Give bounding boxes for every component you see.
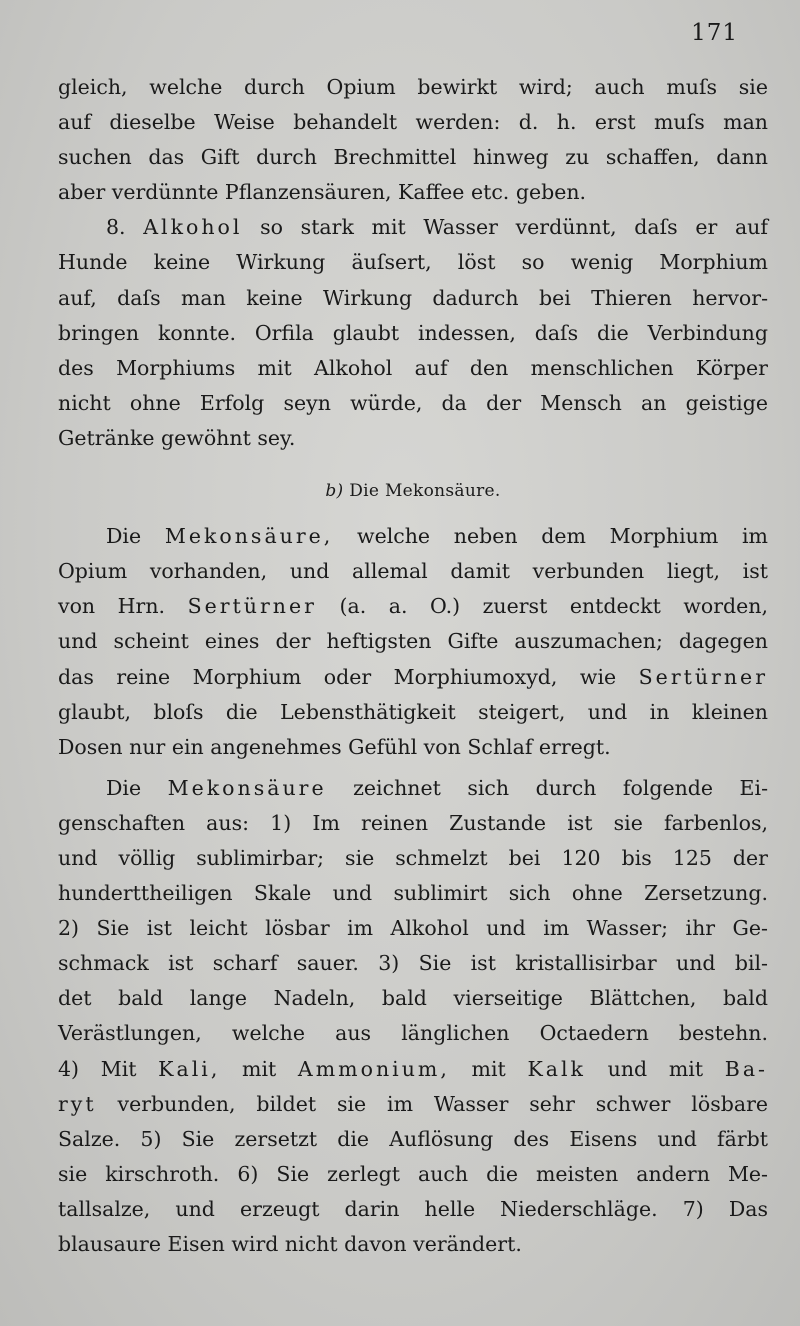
text-line: genschaften aus: 1) Im reinen Zustande ist sie farbenlos, xyxy=(58,810,768,835)
spaced-term-mekonsaeure: Mekonsäure xyxy=(167,775,327,800)
spaced-term-kalk: Kalk xyxy=(527,1056,586,1081)
text-line: tallsalze, und erzeugt darin helle Niederschläge. 7) Das xyxy=(58,1196,768,1221)
page-number: 171 xyxy=(691,20,738,46)
text-line: Salze. 5) Sie zersetzt die Auflösung des Eisens und färbt xyxy=(58,1126,768,1151)
text-line xyxy=(58,589,768,624)
text-line: nicht ohne Erfolg seyn würde, da der Mensch an geistige xyxy=(58,390,768,415)
spaced-name-sertuerner: Sertürner xyxy=(638,664,768,689)
text-line: sie kirschroth. 6) Sie zerlegt auch die meisten andern Me- xyxy=(58,1161,768,1186)
text-line xyxy=(58,1087,768,1122)
section-heading xyxy=(58,474,768,509)
text-line xyxy=(58,210,768,245)
text-fragment: welche neben dem Morphium im xyxy=(357,524,768,549)
text-fragment: (a. a. O.) zuerst entdeckt worden, xyxy=(339,594,768,619)
text-line: hunderttheiligen Skale und sublimirt sich ohne Zersetzung. xyxy=(58,881,768,906)
spaced-term-alkohol: Alkohol xyxy=(143,215,243,240)
text-fragment: mit xyxy=(242,1056,277,1081)
text-line: blausaure Eisen wird nicht davon verändert. xyxy=(58,1232,522,1256)
text-line xyxy=(58,519,768,554)
spaced-term-baryt: ryt xyxy=(58,1091,97,1116)
text-line: aber verdünnte Pflanzensäuren, Kaffee etc. geben. xyxy=(58,180,587,205)
text-line: 2) Sie ist leicht lösbar im Alkohol und im Wasser; ihr Ge- xyxy=(58,916,768,941)
text-line: auf, daſs man keine Wirkung dadurch bei Thieren hervor- xyxy=(58,285,768,310)
text-line: Verästlungen, welche aus länglichen Octaedern bestehn. xyxy=(58,1021,768,1046)
text-line: und scheint eines der heftigsten Gifte auszumachen; dagegen xyxy=(58,629,768,654)
spaced-term-baryt: Ba- xyxy=(724,1056,768,1081)
text-fragment: verbunden, bildet sie im Wasser sehr schwer lösbare xyxy=(117,1091,768,1116)
text-fragment: Die xyxy=(106,775,142,800)
text-line: und völlig sublimirbar; sie schmelzt bei 120 bis 125 der xyxy=(58,845,768,870)
section-label: b) xyxy=(325,481,344,502)
text-line: schmack ist scharf sauer. 3) Sie ist kristallisirbar und bil- xyxy=(58,951,768,976)
list-number: 8. xyxy=(106,215,126,240)
text-fragment: von Hrn. xyxy=(58,594,166,619)
text-line: auf dieselbe Weise behandelt werden: d. h. erst muſs man xyxy=(58,110,768,135)
text-line: Opium vorhanden, und allemal damit verbunden liegt, ist xyxy=(58,559,768,584)
body-text xyxy=(58,70,768,1262)
text-line xyxy=(58,1052,768,1087)
text-line: Hunde keine Wirkung äuſsert, löst so wenig Morphium xyxy=(58,250,768,275)
spaced-name-sertuerner: Sertürner xyxy=(187,594,317,619)
text-fragment: so stark mit Wasser verdünnt, daſs er auf xyxy=(260,215,768,240)
text-fragment: mit xyxy=(471,1056,506,1081)
text-fragment: das reine Morphium oder Morphiumoxyd, wie xyxy=(58,664,617,689)
text-line: des Morphiums mit Alkohol auf den menschlichen Körper xyxy=(58,355,768,380)
spaced-term-kali: Kali, xyxy=(158,1056,221,1081)
spaced-term-mekonsaeure: Mekonsäure, xyxy=(164,524,334,549)
text-fragment: und mit xyxy=(607,1056,704,1081)
text-line: suchen das Gift durch Brechmittel hinweg zu schaffen, dann xyxy=(58,145,768,170)
text-fragment: 4) Mit xyxy=(58,1056,137,1081)
text-fragment: zeichnet sich durch folgende Ei- xyxy=(353,775,768,800)
text-line: det bald lange Nadeln, bald vierseitige Blättchen, bald xyxy=(58,986,768,1011)
section-title: Die Mekonsäure. xyxy=(349,481,501,502)
text-line: Dosen nur ein angenehmes Gefühl von Schlaf erregt. xyxy=(58,734,611,759)
text-line: Getränke gewöhnt sey. xyxy=(58,425,296,450)
text-line: gleich, welche durch Opium bewirkt wird; auch muſs sie xyxy=(58,75,768,99)
text-line xyxy=(58,771,768,806)
text-line: bringen konnte. Orfila glaubt indessen, daſs die Verbindung xyxy=(58,320,768,345)
text-line xyxy=(58,660,768,695)
text-fragment: Die xyxy=(106,524,142,549)
text-line: glaubt, bloſs die Lebensthätigkeit steigert, und in kleinen xyxy=(58,699,768,724)
spaced-term-ammonium: Ammonium, xyxy=(297,1056,450,1081)
